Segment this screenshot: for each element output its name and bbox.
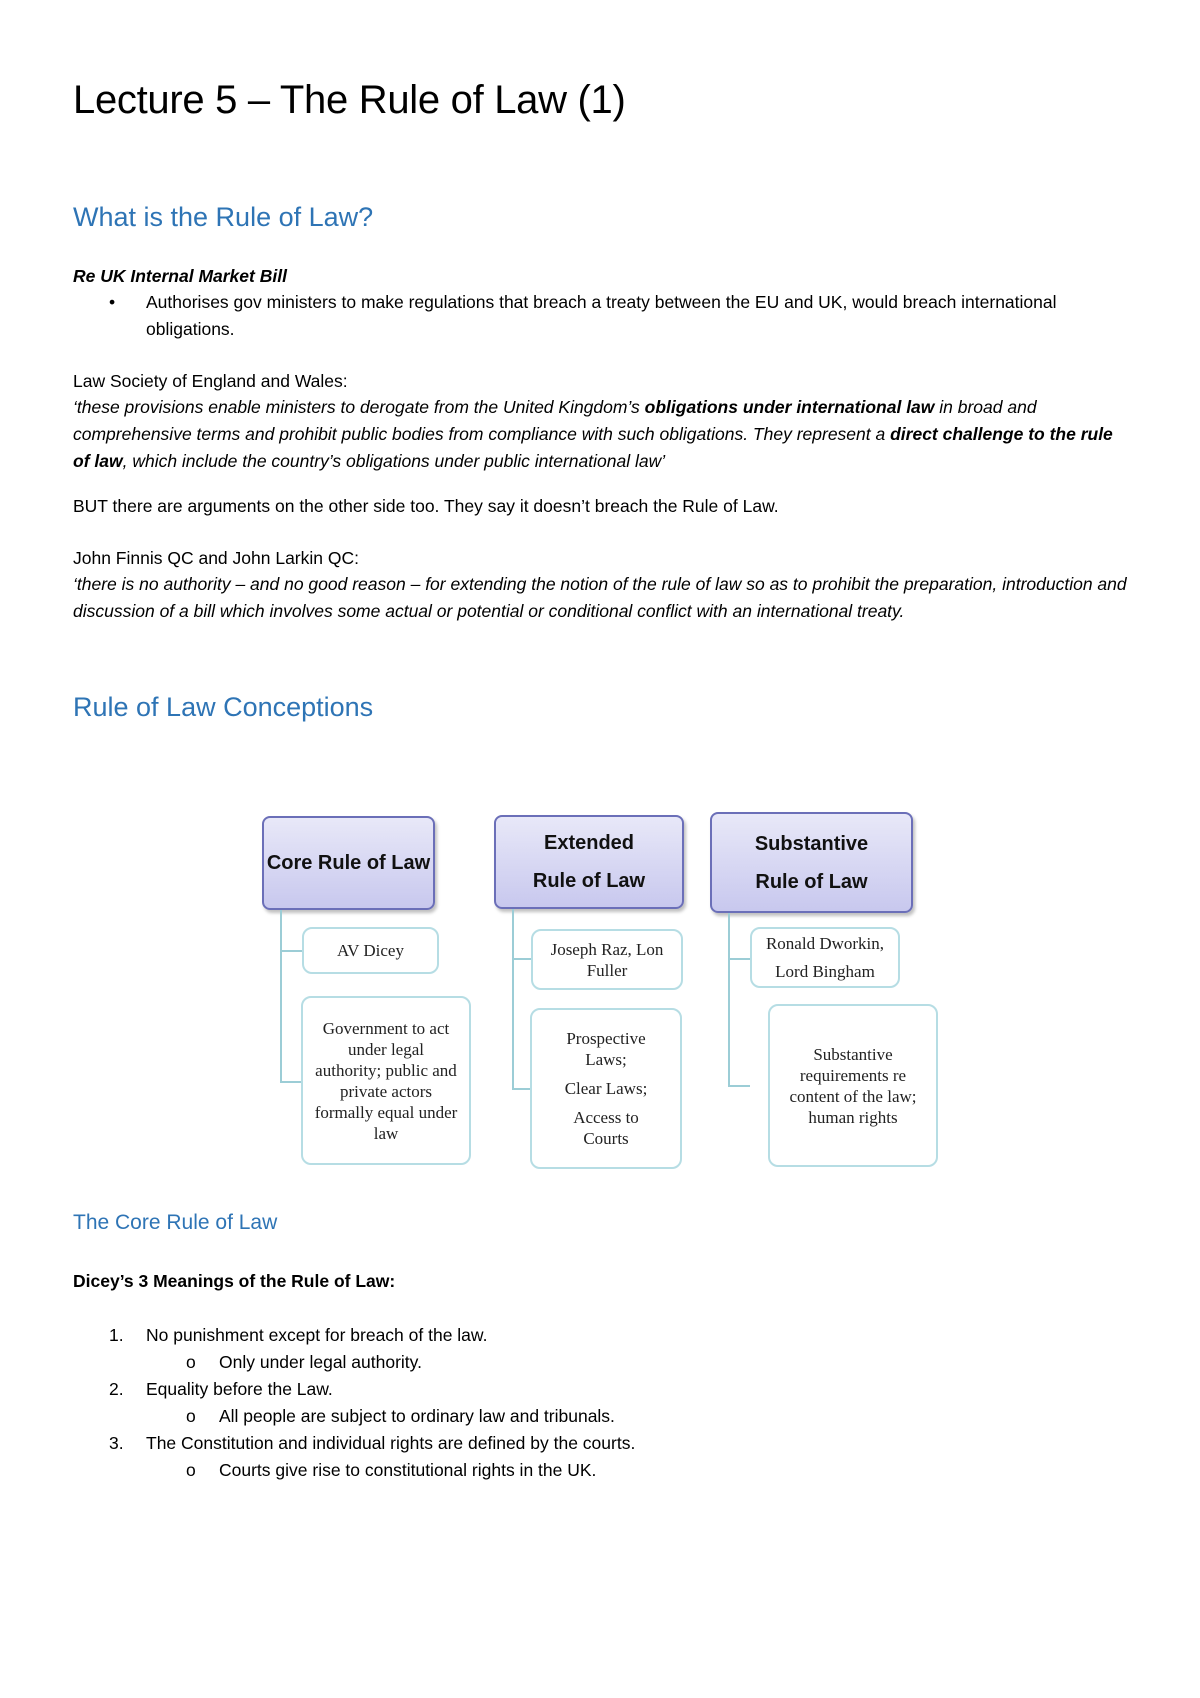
- list-number: 2.: [109, 1379, 124, 1399]
- list-number: 1.: [109, 1325, 124, 1345]
- extended-detail-text: Access to Courts: [573, 1108, 639, 1148]
- quote-emphasis: direct challenge to the rule of law: [73, 424, 1113, 471]
- bill-label: Re UK Internal Market Bill: [73, 266, 287, 286]
- sub-list-marker: o: [186, 1460, 196, 1480]
- sub-list-text: All people are subject to ordinary law and tribunals.: [219, 1406, 615, 1426]
- law-society-label: Law Society of England and Wales:: [73, 371, 348, 391]
- extended-detail-text: Prospective Laws;: [566, 1029, 646, 1069]
- substantive-rule-header: [710, 812, 913, 913]
- extended-detail-box: [530, 1008, 682, 1169]
- quote-part: ‘these provisions enable ministers to derogate from the United Kingdom’s: [73, 397, 645, 417]
- connector: [280, 1081, 302, 1083]
- law-society-quote: [73, 394, 1133, 475]
- substantive-rule-header-text: Substantive: [754, 832, 869, 855]
- extended-detail-text: Clear Laws;: [564, 1079, 648, 1098]
- extended-author-text: Joseph Raz, Lon Fuller: [550, 939, 664, 980]
- sub-list-text: Courts give rise to constitutional rights in the UK.: [219, 1460, 597, 1480]
- core-author-box: [302, 927, 439, 974]
- substantive-rule-header-text: Rule of Law: [755, 870, 868, 893]
- list-number: 3.: [109, 1433, 124, 1453]
- connector: [280, 950, 302, 952]
- core-detail-text: Government to act under legal authority; public and private actors formally equal under law: [314, 1018, 458, 1143]
- section-heading-core: The Core Rule of Law: [73, 1211, 278, 1234]
- core-rule-header-text: Core Rule of Law: [266, 852, 431, 874]
- substantive-author-text: Ronald Dworkin,: [765, 933, 885, 953]
- page-title: Lecture 5 – The Rule of Law (1): [73, 78, 626, 122]
- core-detail-box: [301, 996, 471, 1165]
- dicey-label: Dicey’s 3 Meanings of the Rule of Law:: [73, 1271, 396, 1291]
- extended-rule-header-text: Extended: [543, 832, 635, 854]
- connector: [512, 909, 514, 1089]
- connector: [728, 913, 730, 1086]
- finnis-label: John Finnis QC and John Larkin QC:: [73, 548, 359, 568]
- section-heading-what-is: What is the Rule of Law?: [73, 202, 374, 232]
- substantive-detail-text: Substantive requirements re content of the law; human rights: [789, 1044, 917, 1127]
- bullet-marker: •: [109, 292, 116, 312]
- quote-part: in broad and comprehensive terms and prohibit public bodies from compliance with such obligations. They represent a: [73, 397, 1037, 444]
- core-author-text: AV Dicey: [337, 941, 404, 960]
- substantive-author-box: [750, 927, 900, 988]
- connector: [280, 910, 282, 1082]
- connector: [728, 958, 750, 960]
- bill-bullet-text: Authorises gov ministers to make regulations that breach a treaty between the EU and UK, would breach international obligations.: [146, 292, 1057, 339]
- quote-part: , which include the country’s obligations under public international law’: [122, 451, 666, 471]
- sub-list-marker: o: [186, 1352, 196, 1372]
- extended-rule-header-text: Rule of Law: [532, 870, 646, 892]
- quote-emphasis: obligations under international law: [644, 397, 935, 417]
- list-text: The Constitution and individual rights are defined by the courts.: [146, 1433, 636, 1453]
- finnis-quote: ‘there is no authority – and no good reason – for extending the notion of the rule of law so as to prohibit the preparation, introduction and discussion of a bill which involves some actual or potential or conditional conflict with an international treaty.: [73, 574, 1127, 621]
- sub-list-marker: o: [186, 1406, 196, 1426]
- substantive-detail-box: [768, 1004, 938, 1167]
- sub-list-text: Only under legal authority.: [219, 1352, 422, 1372]
- connector: [728, 1085, 750, 1087]
- section-heading-conceptions: Rule of Law Conceptions: [73, 692, 374, 722]
- but-paragraph: BUT there are arguments on the other side too. They say it doesn’t breach the Rule of Law.: [73, 496, 779, 516]
- extended-author-box: [531, 929, 683, 990]
- extended-rule-header: [494, 815, 684, 909]
- list-text: No punishment except for breach of the law.: [146, 1325, 488, 1345]
- core-rule-header: [262, 816, 435, 910]
- substantive-author-text: Lord Bingham: [775, 961, 875, 981]
- list-text: Equality before the Law.: [146, 1379, 333, 1399]
